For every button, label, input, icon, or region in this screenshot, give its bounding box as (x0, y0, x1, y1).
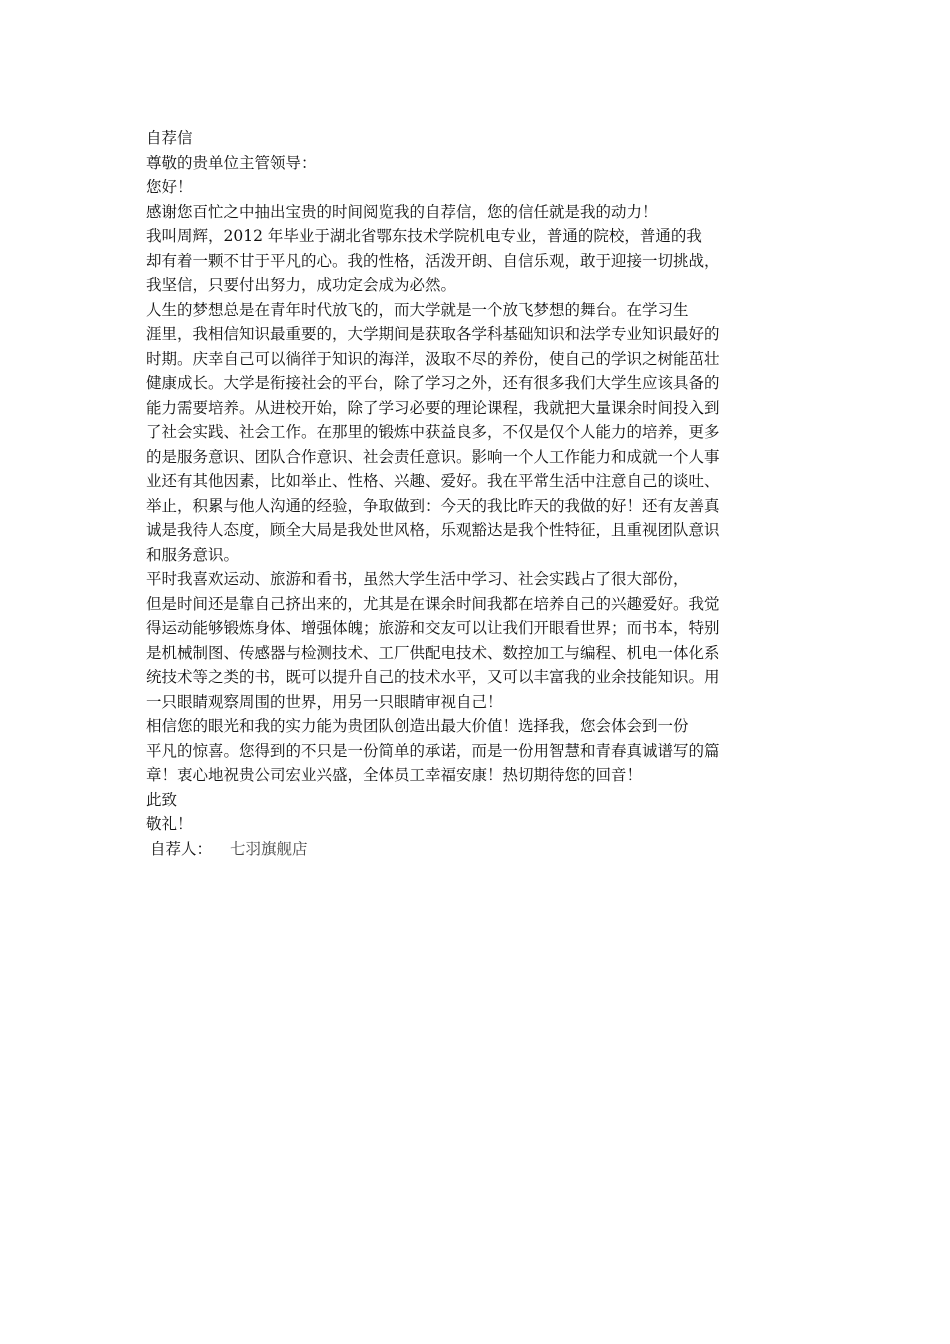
signer-name: 七羽旗舰店 (230, 839, 308, 858)
body-line: 和服务意识。 (146, 545, 240, 564)
body-line: 时期。庆幸自己可以徜徉于知识的海洋，汲取不尽的养份，使自己的学识之树能茁壮 (146, 349, 720, 368)
body-line: 了社会实践、社会工作。在那里的锻炼中获益良多，不仅是仅个人能力的培养，更多 (146, 423, 720, 441)
body-line: 相信您的眼光和我的实力能为贵团队创造出最大价值！选择我，您会体会到一份 (146, 717, 689, 735)
body-line: 涯里，我相信知识最重要的，大学期间是获取各学科基础知识和法学专业知识最好的 (146, 325, 720, 343)
body-line: 业还有其他因素，比如举止、性格、兴趣、爱好。我在平常生活中注意自己的谈吐、 (146, 472, 720, 490)
body-line: 举止，积累与他人沟通的经验，争取做到：今天的我比昨天的我做的好！还有友善真 (146, 496, 720, 515)
body-line: 却有着一颗不甘于平凡的心。我的性格，活泼开朗、自信乐观，敢于迎接一切挑战， (146, 251, 720, 270)
body-line: 平时我喜欢运动、旅游和看书，虽然大学生活中学习、社会实践占了很大部份， (146, 570, 689, 588)
letter-title: 自荐信 (146, 129, 193, 147)
body-line: 一只眼睛观察周围的世界，用另一只眼睛审视自己！ (146, 692, 503, 711)
body-line: 健康成长。大学是衔接社会的平台，除了学习之外，还有很多我们大学生应该具备的 (146, 374, 720, 392)
letter-salutation: 尊敬的贵单位主管领导： (146, 153, 317, 172)
body-line: 但是时间还是靠自己挤出来的，尤其是在课余时间我都在培养自己的兴趣爱好。我觉 (146, 594, 720, 613)
body-line: 得运动能够锻炼身体、增强体魄；旅游和交友可以让我们开眼看世界；而书本，特别 (146, 619, 720, 637)
body-line: 诚是我待人态度，顾全大局是我处世风格，乐观豁达是我个性特征，且重视团队意识 (146, 521, 720, 539)
body-line: 的是服务意识、团队合作意识、社会责任意识。影响一个人工作能力和成就一个人事 (146, 447, 720, 466)
letter-page (146, 126, 770, 861)
body-line: 章！衷心地祝贵公司宏业兴盛，全体员工幸福安康！热切期待您的回音！ (146, 766, 643, 784)
body-line: 我坚信，只要付出努力，成功定会成为必然。 (146, 276, 457, 294)
closing-line-2: 敬礼！ (146, 815, 193, 833)
body-line: 平凡的惊喜。您得到的不只是一份简单的承诺，而是一份用智慧和青春真诚谱写的篇 (146, 741, 720, 760)
body-line: 人生的梦想总是在青年时代放飞的，而大学就是一个放飞梦想的舞台。在学习生 (146, 300, 689, 319)
body-line: 是机械制图、传感器与检测技术、工厂供配电技术、数控加工与编程、机电一体化系 (146, 643, 720, 662)
body-line: 统技术等之类的书，既可以提升自己的技术水平，又可以丰富我的业余技能知识。用 (146, 668, 720, 686)
signer-label: 自荐人： (150, 839, 213, 858)
signature-line (146, 837, 770, 862)
body-line: 感谢您百忙之中抽出宝贵的时间阅览我的自荐信，您的信任就是我的动力！ (146, 202, 658, 221)
body-line: 我叫周辉，2012 年毕业于湖北省鄂东技术学院机电专业，普通的院校，普通的我 (146, 227, 702, 245)
letter-greeting: 您好！ (146, 178, 193, 196)
body-line: 能力需要培养。从进校开始，除了学习必要的理论课程，我就把大量课余时间投入到 (146, 398, 720, 417)
closing-line-1: 此致 (146, 790, 178, 809)
